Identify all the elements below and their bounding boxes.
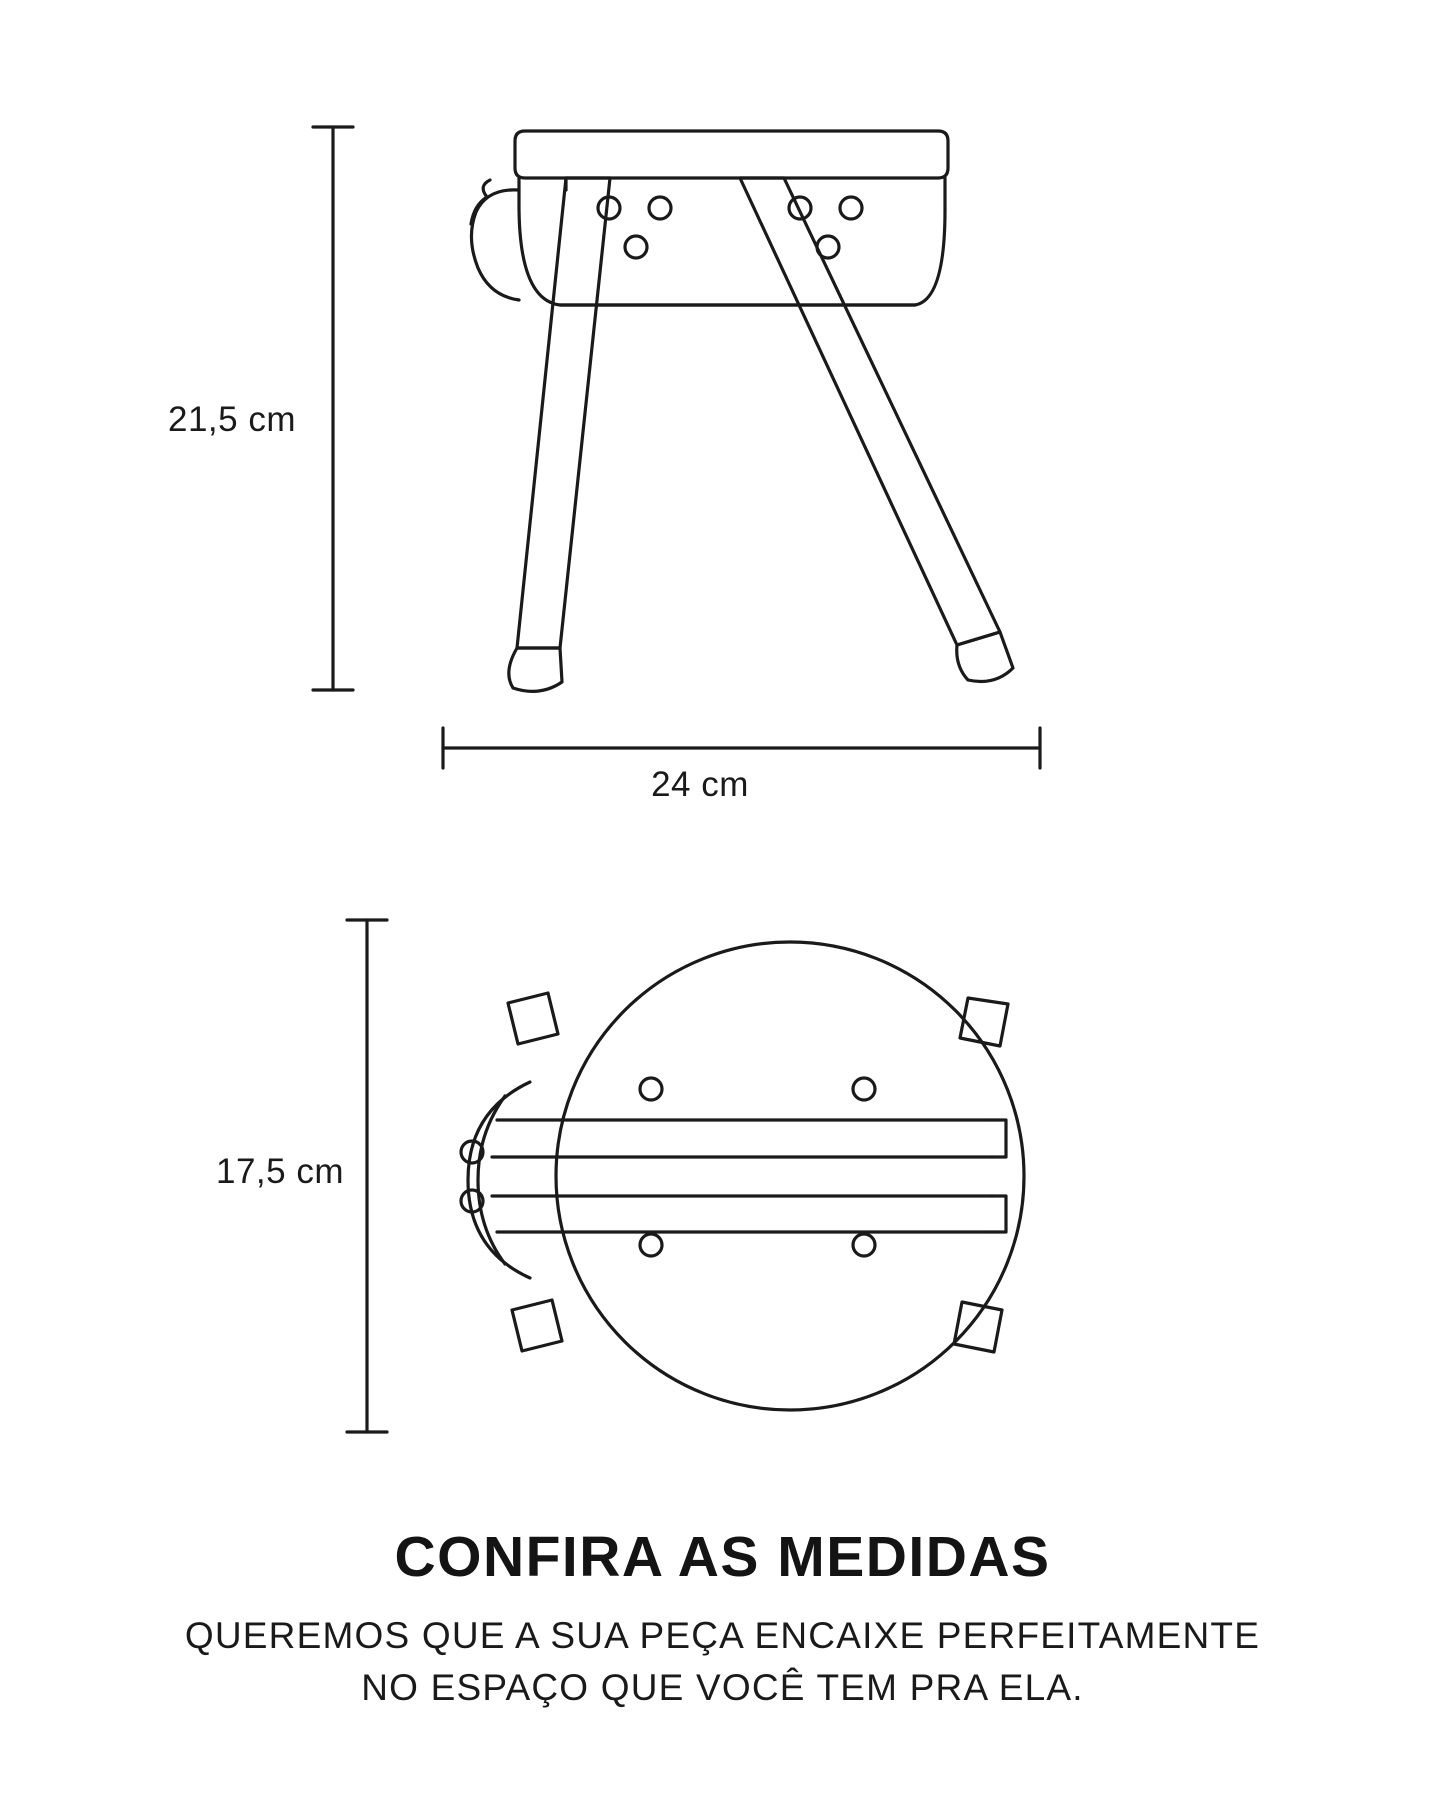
footer-section xyxy=(0,1525,1445,1715)
footer-subtitle-line-1: QUEREMOS QUE A SUA PEÇA ENCAIXE PERFEITAMENTE xyxy=(184,1614,1261,1656)
depth-dimension-label: 17,5 cm xyxy=(216,1152,344,1191)
footer-title: CONFIRA AS MEDIDAS xyxy=(394,1525,1051,1589)
height-dimension-label: 21,5 cm xyxy=(168,400,296,439)
width-dimension-label: 24 cm xyxy=(651,765,749,804)
stool-top-view xyxy=(461,942,1024,1410)
stool-side-view xyxy=(471,131,1013,691)
height-dimension-line xyxy=(313,127,353,690)
depth-dimension-line xyxy=(347,920,387,1432)
width-dimension-line xyxy=(443,728,1040,768)
footer-subtitle xyxy=(0,1610,1445,1715)
footer-subtitle-line-2: NO ESPAÇO QUE VOCÊ TEM PRA ELA. xyxy=(361,1667,1084,1709)
